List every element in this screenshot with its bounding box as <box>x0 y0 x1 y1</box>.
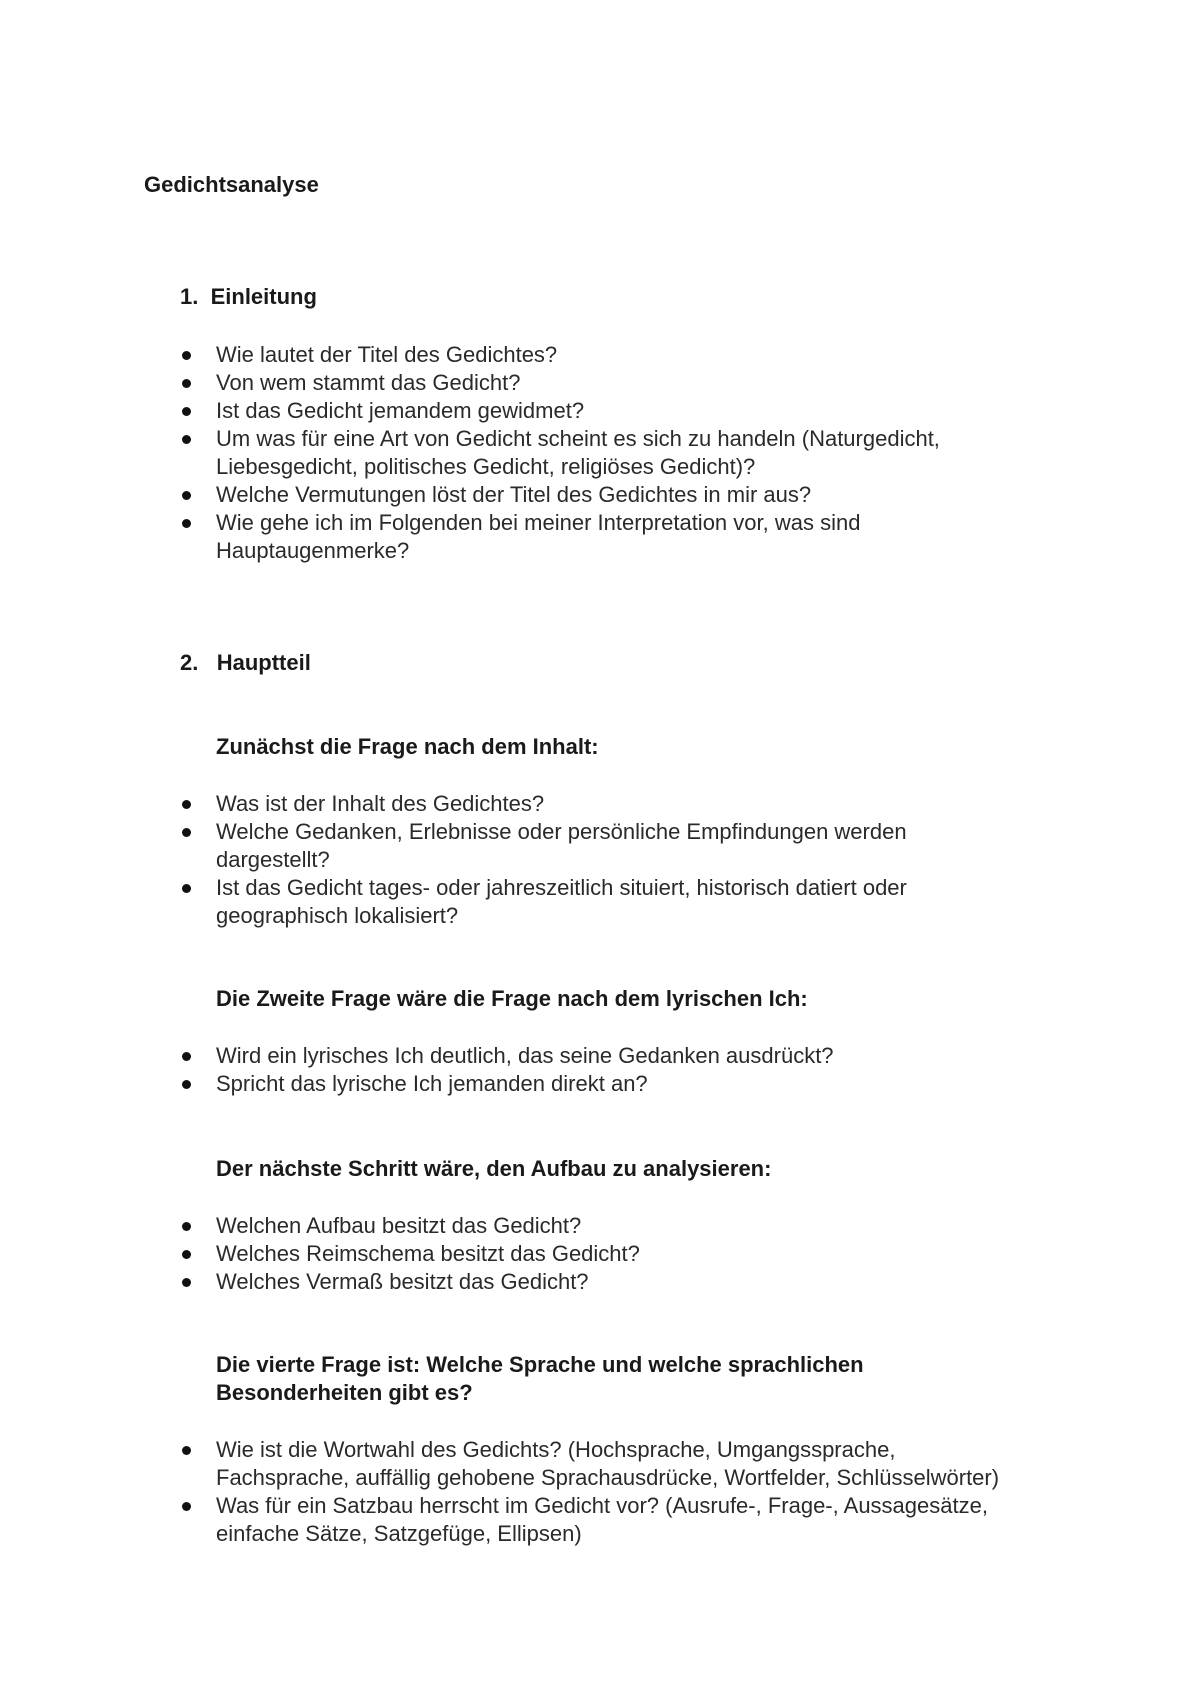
list-item: Wie gehe ich im Folgenden bei meiner Interpretation vor, was sind Hauptaugenmerke? <box>0 509 1016 565</box>
bullet-icon <box>182 1080 191 1089</box>
list-item: Ist das Gedicht jemandem gewidmet? <box>0 397 1016 425</box>
list-item: Welche Gedanken, Erlebnisse oder persönliche Empfindungen werden dargestellt? <box>0 818 1016 874</box>
bullet-list-inhalt <box>0 790 1200 930</box>
bullet-icon <box>182 351 191 360</box>
list-item: Welches Reimschema besitzt das Gedicht? <box>0 1240 1016 1268</box>
section-title: Einleitung <box>210 284 317 309</box>
bullet-icon <box>182 407 191 416</box>
bullet-list-aufbau <box>0 1212 1200 1296</box>
section-title: Hauptteil <box>216 650 311 675</box>
bullet-icon <box>182 884 191 893</box>
subheading-inhalt: Zunächst die Frage nach dem Inhalt: <box>216 734 599 759</box>
list-item: Wie ist die Wortwahl des Gedichts? (Hochsprache, Umgangssprache, Fachsprache, auffällig gehobene Sprachausdrücke, Wortfelder, Schlüsselwörter) <box>0 1436 1016 1492</box>
subheading-lyrisches-ich: Die Zweite Frage wäre die Frage nach dem lyrischen Ich: <box>216 986 808 1011</box>
list-item: Spricht das lyrische Ich jemanden direkt an? <box>0 1070 1016 1098</box>
list-item: Ist das Gedicht tages- oder jahreszeitlich situiert, historisch datiert oder geographisch lokalisiert? <box>0 874 1016 930</box>
bullet-icon <box>182 1446 191 1455</box>
bullet-icon <box>182 1250 191 1259</box>
list-item: Welche Vermutungen löst der Titel des Gedichtes in mir aus? <box>0 481 1016 509</box>
bullet-list-sprache <box>0 1436 1200 1548</box>
list-item: Was für ein Satzbau herrscht im Gedicht vor? (Ausrufe-, Frage-, Aussagesätze, einfache Sätze, Satzgefüge, Ellipsen) <box>0 1492 1016 1548</box>
list-item: Wird ein lyrisches Ich deutlich, das seine Gedanken ausdrückt? <box>0 1042 1016 1070</box>
bullet-icon <box>182 1052 191 1061</box>
list-item: Von wem stammt das Gedicht? <box>0 369 1016 397</box>
section-heading-hauptteil <box>180 650 311 676</box>
list-item: Was ist der Inhalt des Gedichtes? <box>0 790 1016 818</box>
section-number: 1. <box>180 284 199 309</box>
bullet-icon <box>182 1502 191 1511</box>
list-item: Wie lautet der Titel des Gedichtes? <box>0 341 1016 369</box>
bullet-icon <box>182 491 191 500</box>
bullet-icon <box>182 828 191 837</box>
bullet-icon <box>182 1222 191 1231</box>
subheading-aufbau: Der nächste Schritt wäre, den Aufbau zu analysieren: <box>216 1156 772 1181</box>
document-title: Gedichtsanalyse <box>144 172 319 197</box>
bullet-icon <box>182 1278 191 1287</box>
bullet-icon <box>182 379 191 388</box>
bullet-list-einleitung <box>0 341 1200 565</box>
section-heading-einleitung <box>180 284 317 310</box>
bullet-icon <box>182 435 191 444</box>
list-item: Welches Vermaß besitzt das Gedicht? <box>0 1268 1016 1296</box>
section-number: 2. <box>180 650 199 675</box>
bullet-icon <box>182 800 191 809</box>
subheading-sprache: Die vierte Frage ist: Welche Sprache und welche sprachlichen Besonderheiten gibt es? <box>216 1352 864 1405</box>
bullet-list-lyrisches-ich <box>0 1042 1200 1098</box>
bullet-icon <box>182 519 191 528</box>
list-item: Welchen Aufbau besitzt das Gedicht? <box>0 1212 1016 1240</box>
list-item: Um was für eine Art von Gedicht scheint es sich zu handeln (Naturgedicht, Liebesgedicht, politisches Gedicht, religiöses Gedicht)? <box>0 425 1016 481</box>
